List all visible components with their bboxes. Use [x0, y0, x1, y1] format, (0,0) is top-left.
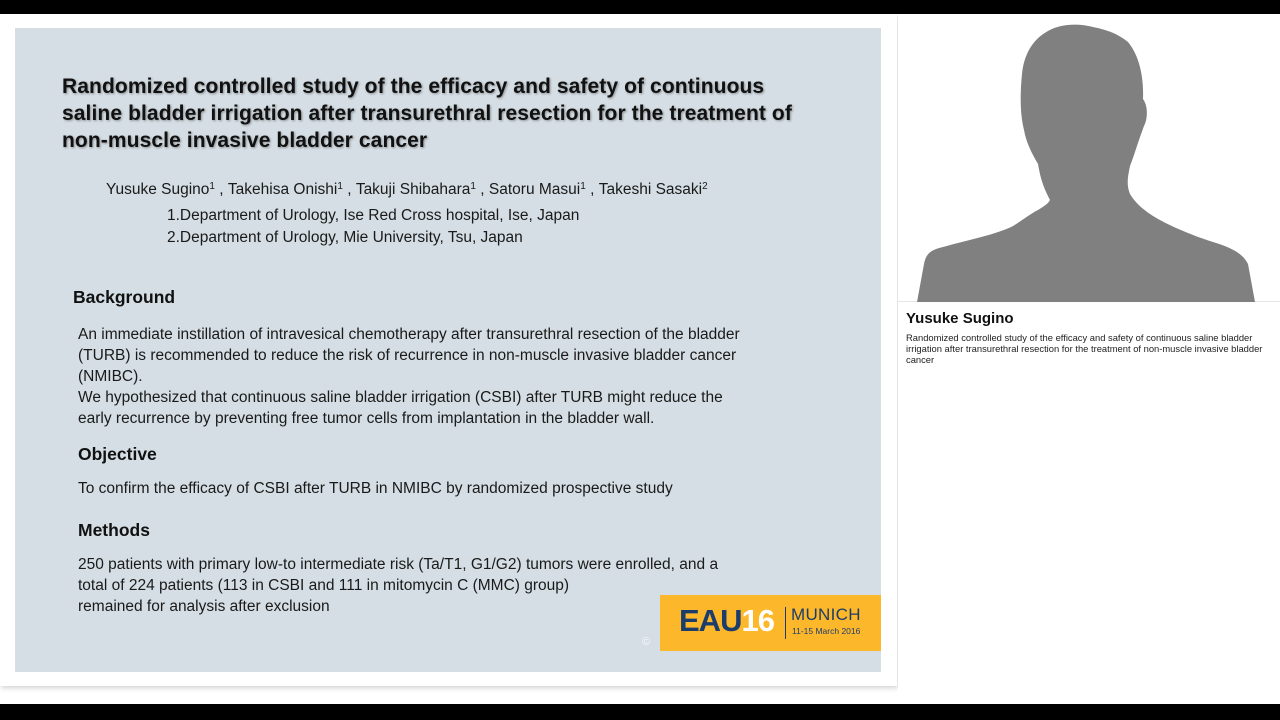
author-affiliation-index: 1	[470, 181, 476, 192]
section-heading-methods: Methods	[78, 520, 150, 540]
copyright-icon: ©	[642, 636, 651, 648]
body-line: (TURB) is recommended to reduce the risk of recurrence in non-muscle invasive bladder cancer	[78, 347, 737, 364]
author-affiliation-index: 1	[209, 181, 215, 192]
body-line: We hypothesized that continuous saline bladder irrigation (CSBI) after TURB might reduce the	[78, 389, 723, 406]
body-line: total of 224 patients (113 in CSBI and 111 in mitomycin C (MMC) group)	[78, 577, 570, 594]
speaker-panel	[898, 14, 1280, 704]
logo-city: MUNICH	[791, 605, 861, 624]
affiliation: 2.Department of Urology, Mie University, Tsu, Japan	[167, 229, 523, 246]
section-heading-objective: Objective	[78, 444, 157, 464]
logo-eau-text	[679, 603, 774, 639]
author: Yusuke Sugino	[106, 181, 210, 198]
logo-divider	[785, 607, 786, 639]
body-line: An immediate instillation of intravesical chemotherapy after transurethral resection of the bladder	[78, 326, 740, 343]
presentation-player	[0, 14, 1280, 704]
eau16-logo	[660, 595, 881, 651]
body-line: To confirm the efficacy of CSBI after TURB in NMIBC by randomized prospective study	[78, 480, 673, 497]
body-line: early recurrence by preventing free tumor cells from implantation in the bladder wall.	[78, 410, 655, 427]
author: Takuji Shibahara	[355, 181, 471, 198]
title-line: non-muscle invasive bladder cancer	[62, 129, 428, 152]
author: Takehisa Onishi	[227, 181, 338, 198]
author-affiliation-index: 1	[580, 181, 586, 192]
speaker-name: Yusuke Sugino	[906, 310, 1014, 327]
title-line: Randomized controlled study of the efficacy and safety of continuous	[62, 75, 765, 98]
slide-frame	[0, 14, 897, 686]
author-affiliation-index: 2	[702, 181, 708, 192]
section-heading-background: Background	[73, 287, 176, 307]
slide-title	[62, 73, 862, 154]
body-line: 250 patients with primary low-to intermediate risk (Ta/T1, G1/G2) tumors were enrolled, and a	[78, 556, 719, 573]
speaker-photo	[898, 14, 1280, 302]
section-body-objective	[78, 478, 838, 499]
logo-eau: EAU	[679, 603, 742, 638]
body-line: remained for analysis after exclusion	[78, 598, 330, 615]
logo-year: 16	[741, 603, 774, 638]
talk-description: Randomized controlled study of the efficacy and safety of continuous saline bladder irrigation after transurethral resection for the treatment of non-muscle invasive bladder cancer	[906, 332, 1263, 365]
title-line: saline bladder irrigation after transurethral resection for the treatment of	[62, 102, 792, 125]
author-affiliation-index: 1	[337, 181, 343, 192]
logo-dates: 11-15 March 2016	[792, 626, 861, 636]
section-body-background	[78, 324, 838, 429]
author-list: Yusuke Sugino$^1$ , Takehisa Onishi$^1$ , Takuji Shibahara$^1$ , Satoru Masui$^1$ , Takeshi Sasaki$^2$	[106, 181, 708, 198]
affiliation: 1.Department of Urology, Ise Red Cross hospital, Ise, Japan	[167, 207, 580, 224]
author: Satoru Masui	[488, 181, 581, 198]
body-line: (NMIBC).	[78, 368, 143, 385]
author: Takeshi Sasaki	[598, 181, 703, 198]
slide	[15, 28, 881, 672]
person-silhouette-icon	[898, 14, 1280, 302]
